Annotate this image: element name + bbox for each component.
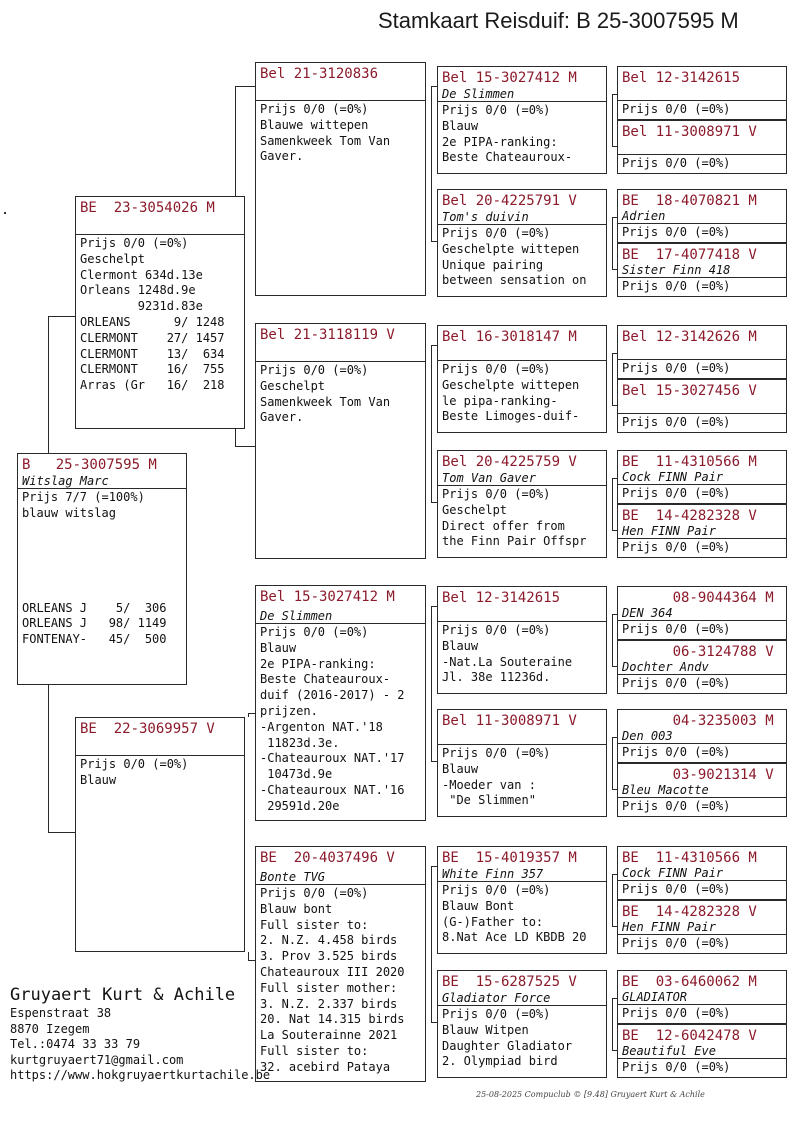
great-grandparent-box-3	[437, 325, 607, 433]
info-line: blauw witslag	[22, 505, 116, 520]
info-line: ORLEANS J 98/ 1149	[22, 616, 167, 631]
pigeon-name: White Finn 357	[442, 867, 544, 881]
great-grandparent-box-4-body	[438, 486, 606, 551]
ring-number: BE 03-6460062 M	[622, 974, 757, 990]
info-line: CLERMONT 16/ 755	[80, 362, 225, 377]
great-great-grandparent-box-15-body	[618, 1005, 786, 1023]
pigeon-name: Cock FINN Pair	[622, 866, 724, 880]
pigeon-name: Bleu Macotte	[622, 783, 709, 797]
info-line: Prijs 0/0 (=0%)	[442, 103, 551, 117]
mother-box	[75, 717, 245, 952]
page-title: Stamkaart Reisduif: B 25-3007595 M	[378, 8, 739, 33]
info-line	[22, 569, 182, 585]
great-great-grandparent-box-16-header	[618, 1025, 786, 1059]
grandparent-box-2-body	[256, 362, 425, 427]
owner-name: Gruyaert Kurt & Achile	[10, 985, 236, 1005]
info-line: Blauw bont	[260, 901, 333, 916]
ring-number: BE 15-4019357 M	[442, 850, 577, 866]
info-line: 2. N.Z. 4.458 birds	[260, 933, 398, 948]
pigeon-name: De Slimmen	[260, 609, 333, 623]
pigeon-name: Den 003	[622, 729, 673, 743]
great-grandparent-box-2	[437, 189, 607, 297]
great-great-grandparent-box-4-header	[618, 244, 786, 278]
connector	[612, 737, 613, 789]
ring-number: BE 20-4037496 V	[260, 850, 395, 866]
great-great-grandparent-box-4	[617, 243, 787, 297]
connector	[431, 606, 432, 761]
great-great-grandparent-box-11	[617, 709, 787, 763]
info-line: Beste Chateauroux-	[442, 150, 573, 165]
great-grandparent-box-8-header	[438, 971, 606, 1006]
info-line: 8.Nat Ace LD KBDB 20	[442, 930, 587, 945]
info-line: 32. acebird Pataya	[260, 1059, 391, 1074]
info-line: Direct offer from	[442, 518, 565, 533]
info-line: Blauw	[442, 118, 479, 133]
grandparent-box-4	[255, 846, 426, 1082]
info-line: Prijs 0/0 (=0%)	[260, 102, 369, 116]
connector	[48, 316, 75, 317]
great-grandparent-box-4-header	[438, 451, 606, 486]
info-line: Blauw	[260, 640, 297, 655]
great-grandparent-box-1-body	[438, 102, 606, 167]
ring-number: Bel 15-3027412 M	[260, 589, 395, 605]
grandparent-box-4-body	[256, 885, 425, 1077]
info-line: FONTENAY- 45/ 500	[22, 632, 167, 647]
info-line: duif (2016-2017) - 2	[260, 688, 405, 703]
great-great-grandparent-box-15-header	[618, 971, 786, 1005]
great-great-grandparent-box-14-header	[618, 901, 786, 935]
info-line: Geschelpte wittepen	[442, 241, 580, 256]
info-line: -Argenton NAT.'18	[260, 719, 383, 734]
great-grandparent-box-5-header	[438, 587, 606, 622]
ring-number: 04-3235003 M	[622, 713, 774, 729]
connector	[612, 217, 613, 269]
great-grandparent-box-8	[437, 970, 607, 1078]
info-line: 3. Prov 3.525 birds	[260, 949, 398, 964]
ring-number: BE 12-6042478 V	[622, 1028, 757, 1044]
prize-line: Prijs 0/0 (=0%)	[622, 156, 731, 170]
pigeon-name: Witslag Marc	[22, 474, 109, 488]
connector	[612, 998, 613, 1050]
great-great-grandparent-box-5-body	[618, 360, 786, 378]
info-line: Prijs 0/0 (=0%)	[442, 226, 551, 240]
info-line: Samenkweek Tom Van	[260, 133, 391, 148]
ring-number: BE 22-3069957 V	[80, 721, 215, 737]
great-grandparent-box-7-header	[438, 847, 606, 882]
info-line: Clermont 634d.13e	[80, 267, 203, 282]
info-line: Jl. 38e 11236d.	[442, 670, 551, 685]
connector	[235, 86, 255, 87]
info-line: 29591d.20e	[260, 798, 340, 813]
info-line: 11823d.3e.	[260, 735, 340, 750]
info-line: prijzen.	[260, 703, 318, 718]
info-line: 9231d.83e	[80, 299, 203, 314]
great-great-grandparent-box-2-body	[618, 155, 786, 173]
connector	[48, 685, 49, 832]
info-line: -Chateauroux NAT.'17	[260, 751, 405, 766]
great-great-grandparent-box-14-body	[618, 935, 786, 953]
owner-block	[10, 984, 270, 1084]
connector	[248, 952, 249, 960]
great-great-grandparent-box-5	[617, 325, 787, 379]
great-great-grandparent-box-2-header	[618, 121, 786, 155]
info-line: Beste Limoges-duif-	[442, 409, 580, 424]
father-box	[75, 196, 245, 429]
pigeon-name: DEN 364	[622, 606, 673, 620]
ring-number: BE 18-4070821 M	[622, 193, 757, 209]
great-great-grandparent-box-8-header	[618, 505, 786, 539]
father-box-header	[76, 197, 244, 235]
great-great-grandparent-box-10	[617, 640, 787, 694]
grandparent-box-2	[255, 323, 426, 559]
prize-line: Prijs 0/0 (=0%)	[622, 882, 731, 896]
pigeon-name: Adrien	[622, 209, 666, 223]
info-line: CLERMONT 27/ 1457	[80, 330, 225, 345]
info-line	[22, 522, 182, 538]
great-great-grandparent-box-8-body	[618, 539, 786, 557]
connector	[431, 866, 432, 1022]
info-line: ORLEANS J 5/ 306	[22, 600, 167, 615]
subject-box-body	[18, 489, 186, 649]
grandparent-box-3-header	[256, 586, 425, 624]
great-great-grandparent-box-12-header	[618, 764, 786, 798]
mother-box-header	[76, 718, 244, 756]
prize-line: Prijs 0/0 (=0%)	[622, 1006, 731, 1020]
great-great-grandparent-box-13	[617, 846, 787, 900]
great-great-grandparent-box-12-body	[618, 798, 786, 816]
ring-number: BE 15-6287525 V	[442, 974, 577, 990]
great-great-grandparent-box-13-body	[618, 881, 786, 899]
owner-phone: Tel.:0474 33 33 79	[10, 1037, 141, 1051]
great-grandparent-box-2-header	[438, 190, 606, 225]
info-line: Chateauroux III 2020	[260, 964, 405, 979]
info-line: (G-)Father to:	[442, 914, 544, 929]
connector	[248, 713, 255, 714]
ring-number: 06-3124788 V	[622, 644, 774, 660]
connector	[235, 446, 255, 447]
ring-number: Bel 12-3142615	[442, 590, 561, 606]
ring-number: BE 17-4077418 V	[622, 247, 757, 263]
ring-number: Bel 12-3142626 M	[622, 329, 757, 345]
info-line	[22, 537, 182, 553]
connector	[612, 874, 613, 926]
great-great-grandparent-box-7-header	[618, 451, 786, 485]
info-line: le pipa-ranking-	[442, 393, 558, 408]
info-line: Arras (Gr 16/ 218	[80, 378, 225, 393]
great-grandparent-box-7-body	[438, 882, 606, 947]
prize-line: Prijs 0/0 (=0%)	[622, 799, 731, 813]
great-grandparent-box-7	[437, 846, 607, 954]
great-grandparent-box-3-header	[438, 326, 606, 361]
info-line: Samenkweek Tom Van	[260, 394, 391, 409]
ring-number: BE 14-4282328 V	[622, 904, 757, 920]
info-line: between sensation on	[442, 273, 587, 288]
great-great-grandparent-box-9	[617, 586, 787, 640]
info-line: La Souterainne 2021	[260, 1028, 398, 1043]
connector	[48, 316, 49, 453]
ring-number: Bel 16-3018147 M	[442, 329, 577, 345]
owner-city: 8870 Izegem	[10, 1021, 90, 1036]
owner-email[interactable]: kurtgruyaert71@gmail.com	[10, 1052, 184, 1067]
info-line: Blauw	[80, 772, 117, 787]
info-line: Prijs 0/0 (=0%)	[260, 363, 369, 377]
info-line: Prijs 0/0 (=0%)	[442, 883, 551, 897]
info-line: Gaver.	[260, 149, 304, 164]
great-grandparent-box-3-body	[438, 361, 606, 426]
great-grandparent-box-5-body	[438, 622, 606, 687]
great-great-grandparent-box-14	[617, 900, 787, 954]
ring-number: BE 23-3054026 M	[80, 200, 215, 216]
prize-line: Prijs 0/0 (=0%)	[622, 225, 731, 239]
subject-box	[17, 453, 187, 685]
great-great-grandparent-box-1-body	[618, 101, 786, 119]
pigeon-name: GLADIATOR	[622, 990, 688, 1004]
info-line: Prijs 0/0 (=0%)	[442, 1007, 551, 1021]
prize-line: Prijs 0/0 (=0%)	[622, 745, 731, 759]
info-line: Prijs 7/7 (=100%)	[22, 490, 145, 504]
great-great-grandparent-box-10-body	[618, 675, 786, 693]
great-great-grandparent-box-1	[617, 66, 787, 120]
prize-line: Prijs 0/0 (=0%)	[622, 102, 731, 116]
info-line: Full sister to:	[260, 917, 369, 932]
prize-line: Prijs 0/0 (=0%)	[622, 415, 731, 429]
ring-number: Bel 20-4225791 V	[442, 193, 577, 209]
father-box-body	[76, 235, 244, 395]
great-grandparent-box-8-body	[438, 1006, 606, 1071]
ring-number: BE 11-4310566 M	[622, 850, 757, 866]
info-line: Prijs 0/0 (=0%)	[80, 757, 189, 771]
info-line: Geschelpte wittepen	[442, 377, 580, 392]
ring-number: 03-9021314 V	[622, 767, 774, 783]
grandparent-box-3	[255, 585, 426, 821]
scan-speck	[4, 212, 6, 214]
info-line: 20. Nat 14.315 birds	[260, 1012, 405, 1027]
subject-box-header	[18, 454, 186, 489]
connector	[612, 614, 613, 666]
prize-line: Prijs 0/0 (=0%)	[622, 936, 731, 950]
prize-line: Prijs 0/0 (=0%)	[622, 676, 731, 690]
info-line: the Finn Pair Offspr	[442, 534, 587, 549]
prize-line: Prijs 0/0 (=0%)	[622, 486, 731, 500]
ring-number: Bel 21-3120836	[260, 66, 379, 82]
connector	[235, 429, 236, 446]
owner-street: Espenstraat 38	[10, 1006, 112, 1020]
grandparent-box-1-header	[256, 63, 425, 101]
grandparent-box-1	[255, 62, 426, 296]
pigeon-name: Dochter Andv	[622, 660, 709, 674]
info-line: 10473d.9e	[260, 767, 333, 782]
connector	[612, 478, 613, 530]
prize-line: Prijs 0/0 (=0%)	[622, 622, 731, 636]
info-line: 3. N.Z. 2.337 birds	[260, 996, 398, 1011]
great-grandparent-box-1	[437, 66, 607, 174]
grandparent-box-1-body	[256, 101, 425, 166]
great-great-grandparent-box-4-body	[618, 278, 786, 296]
ring-number: Bel 20-4225759 V	[442, 454, 577, 470]
ring-number: Bel 15-3027456 V	[622, 383, 757, 399]
info-line: Geschelpt	[80, 251, 146, 266]
pigeon-name: Sister Finn 418	[622, 263, 731, 277]
connector	[48, 832, 75, 833]
great-great-grandparent-box-13-header	[618, 847, 786, 881]
info-line: Gaver.	[260, 410, 304, 425]
great-great-grandparent-box-6-body	[618, 414, 786, 432]
ring-number: BE 11-4310566 M	[622, 454, 757, 470]
info-line: Full sister to:	[260, 1043, 369, 1058]
pigeon-name: Cock FINN Pair	[622, 470, 724, 484]
info-line: Prijs 0/0 (=0%)	[260, 886, 369, 900]
pigeon-name: Hen FINN Pair	[622, 524, 716, 538]
great-grandparent-box-6-header	[438, 710, 606, 745]
prize-line: Prijs 0/0 (=0%)	[622, 540, 731, 554]
connector	[248, 960, 255, 961]
info-line: Prijs 0/0 (=0%)	[260, 625, 369, 639]
info-line: CLERMONT 13/ 634	[80, 346, 225, 361]
great-great-grandparent-box-15	[617, 970, 787, 1024]
info-line: -Moeder van :	[442, 777, 536, 792]
great-grandparent-box-5	[437, 586, 607, 694]
info-line: Blauw	[442, 638, 479, 653]
great-great-grandparent-box-9-header	[618, 587, 786, 621]
info-line: "De Slimmen"	[442, 793, 536, 808]
great-great-grandparent-box-3-header	[618, 190, 786, 224]
connector	[612, 353, 613, 405]
info-line: Unique pairing	[442, 257, 544, 272]
great-great-grandparent-box-6	[617, 379, 787, 433]
print-footer: 25-08-2025 Compuclub © [9.48] Gruyaert Kurt & Achile	[476, 1090, 705, 1099]
info-line: 2e PIPA-ranking:	[260, 656, 376, 671]
great-great-grandparent-box-9-body	[618, 621, 786, 639]
connector	[235, 86, 236, 196]
great-grandparent-box-6	[437, 709, 607, 817]
ring-number: Bel 15-3027412 M	[442, 70, 577, 86]
connector	[431, 345, 432, 502]
ring-number: Bel 21-3118119 V	[260, 327, 395, 343]
info-line: 2e PIPA-ranking:	[442, 134, 558, 149]
prize-line: Prijs 0/0 (=0%)	[622, 1060, 731, 1074]
great-great-grandparent-box-16	[617, 1024, 787, 1078]
ring-number: Bel 11-3008971 V	[622, 124, 757, 140]
great-great-grandparent-box-7	[617, 450, 787, 504]
great-great-grandparent-box-10-header	[618, 641, 786, 675]
info-line: -Nat.La Souteraine	[442, 654, 573, 669]
great-great-grandparent-box-2	[617, 120, 787, 174]
info-line: Orleans 1248d.9e	[80, 283, 196, 298]
grandparent-box-4-header	[256, 847, 425, 885]
ring-number: B 25-3007595 M	[22, 457, 157, 473]
info-line	[22, 553, 182, 569]
great-great-grandparent-box-3-body	[618, 224, 786, 242]
great-great-grandparent-box-1-header	[618, 67, 786, 101]
pigeon-name: Beautiful Eve	[622, 1044, 716, 1058]
pigeon-name: Gladiator Force	[442, 991, 551, 1005]
great-grandparent-box-6-body	[438, 745, 606, 810]
info-line: Daughter Gladiator	[442, 1038, 573, 1053]
info-line: Prijs 0/0 (=0%)	[442, 487, 551, 501]
info-line: Blauw	[442, 761, 479, 776]
mother-box-body	[76, 756, 244, 790]
connector	[431, 86, 432, 241]
owner-website[interactable]: https://www.hokgruyaertkurtachile.be	[10, 1068, 271, 1082]
great-grandparent-box-2-body	[438, 225, 606, 290]
pigeon-name: Tom's duivin	[442, 210, 529, 224]
great-grandparent-box-4	[437, 450, 607, 558]
pigeon-name: Tom Van Gaver	[442, 471, 536, 485]
great-grandparent-box-1-header	[438, 67, 606, 102]
great-great-grandparent-box-3	[617, 189, 787, 243]
great-great-grandparent-box-11-header	[618, 710, 786, 744]
great-great-grandparent-box-11-body	[618, 744, 786, 762]
info-line: Prijs 0/0 (=0%)	[442, 623, 551, 637]
great-great-grandparent-box-12	[617, 763, 787, 817]
info-line: Blauw Witpen	[442, 1022, 529, 1037]
pigeon-name: Hen FINN Pair	[622, 920, 716, 934]
info-line: Beste Chateauroux-	[260, 672, 391, 687]
prize-line: Prijs 0/0 (=0%)	[622, 279, 731, 293]
great-great-grandparent-box-16-body	[618, 1059, 786, 1077]
info-line: Geschelpt	[442, 502, 508, 517]
great-great-grandparent-box-7-body	[618, 485, 786, 503]
info-line: Blauw Bont	[442, 898, 515, 913]
info-line: -Chateauroux NAT.'16	[260, 782, 405, 797]
info-line: Prijs 0/0 (=0%)	[442, 362, 551, 376]
pigeon-name: De Slimmen	[442, 87, 515, 101]
ring-number: BE 14-4282328 V	[622, 508, 757, 524]
grandparent-box-3-body	[256, 624, 425, 816]
ring-number: Bel 11-3008971 V	[442, 713, 577, 729]
info-line: ORLEANS 9/ 1248	[80, 314, 225, 329]
prize-line: Prijs 0/0 (=0%)	[622, 361, 731, 375]
info-line: Prijs 0/0 (=0%)	[442, 746, 551, 760]
info-line: 2. Olympiad bird	[442, 1054, 558, 1069]
info-line	[22, 585, 182, 601]
connector	[612, 94, 613, 146]
great-great-grandparent-box-6-header	[618, 380, 786, 414]
info-line: Prijs 0/0 (=0%)	[80, 236, 189, 250]
great-great-grandparent-box-5-header	[618, 326, 786, 360]
pigeon-name: Bonte TVG	[260, 870, 326, 884]
great-great-grandparent-box-8	[617, 504, 787, 558]
ring-number: 08-9044364 M	[622, 590, 774, 606]
info-line: Blauwe wittepen	[260, 117, 369, 132]
ring-number: Bel 12-3142615	[622, 70, 741, 86]
info-line: Full sister mother:	[260, 980, 398, 995]
info-line: Geschelpt	[260, 378, 326, 393]
grandparent-box-2-header	[256, 324, 425, 362]
